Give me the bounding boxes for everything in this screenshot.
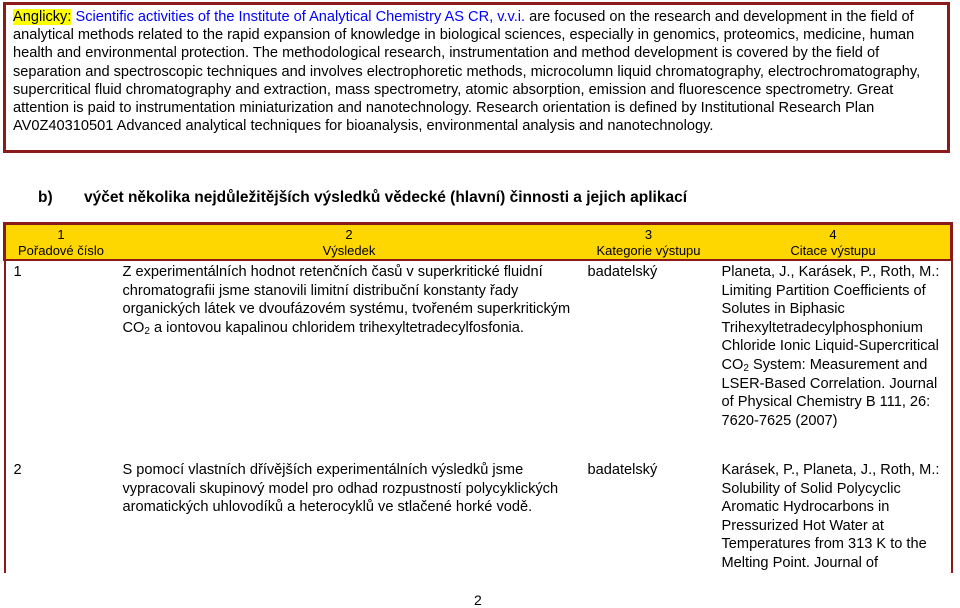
- row-number: 1: [5, 260, 117, 457]
- section-title: výčet několika nejdůležitějších výsledků vědecké (hlavní) činnosti a jejich aplikací: [84, 189, 688, 206]
- intro-body-text: are focused on the research and development in the field of analytical methods related to the rapid expansion of knowledge in biological sciences, especially in genomics, proteomics, medicine, human health and environmental protection. The methodological research, instrumentation and method development is covered by the field of separation and spectroscopic techniques and involves electrophoretic methods, microcolumn liquid chromatography, electrochromatography, supercritical fluid chromatography and extraction, mass spectrometry, atomic absorption, emission and fluorescence spectrometry. Great attention is paid to instrumentation miniaturization and nanotechnology. Research orientation is defined by Institutional Research Plan AV0Z40310501 Advanced analytical techniques for bioanalysis, environmental analysis and nanotechnology.: [13, 9, 921, 135]
- row-category: badatelský: [587, 264, 658, 280]
- row-category: badatelský: [587, 462, 658, 478]
- table-row: [5, 457, 952, 573]
- row-citation: Karásek, P., Planeta, J., Roth, M.: Solubility of Solid Polycyclic Aromatic Hydrocarbons in Pressurized Hot Water at Temperatures from 313 K to the Melting Point. Journal of: [716, 457, 952, 573]
- header-category: 3 Kategorie výstupu: [582, 224, 716, 261]
- table-row: [5, 260, 952, 457]
- table-header-row: [5, 224, 952, 261]
- row-result: S pomocí vlastních dřívějších experimentálních výsledků jsme vypracovali skupinový model pro odhad rozpustností polycyklických aromatických uhlovodíků a heterocyklů ve stlačené horké vodě.: [122, 462, 559, 516]
- intro-paragraph-box: [3, 2, 950, 153]
- language-label: Anglicky:: [13, 9, 72, 25]
- row-result: Z experimentálních hodnot retenčních časů v superkritické fluidní chromatografii jsme stanovili limitní distribuční konstanty řady organických látek ve dvoufázovém systému, tvořeném superkritickým $CO_2$ a iontovou kapalinou chloridem trihexyltetradecylfosfonia.: [122, 264, 571, 337]
- header-result: 2 Výsledek: [117, 224, 582, 261]
- row-number: 2: [5, 457, 117, 573]
- intro-highlighted-text: Scientific activities of the Institute of Analytical Chemistry AS CR, v.v.i.: [71, 9, 526, 25]
- row-citation: Planeta, J., Karásek, P., Roth, M.: Limiting Partition Coefficients of Solutes in Biphasic Trihexyltetradecylphosphonium Chloride Ionic Liquid-Supercritical $CO_2$ System: Measurement and LSER-Based Correlation. Journal of Physical Chemistry B 111, 26: 7620-7625 (2007): [716, 260, 952, 457]
- results-table: [3, 222, 953, 573]
- section-letter: b): [38, 189, 53, 206]
- header-order: 1 Pořadové číslo: [5, 224, 117, 261]
- header-citation: 4 Citace výstupu: [716, 224, 952, 261]
- section-heading: [38, 189, 687, 207]
- page-number: 2: [474, 592, 482, 608]
